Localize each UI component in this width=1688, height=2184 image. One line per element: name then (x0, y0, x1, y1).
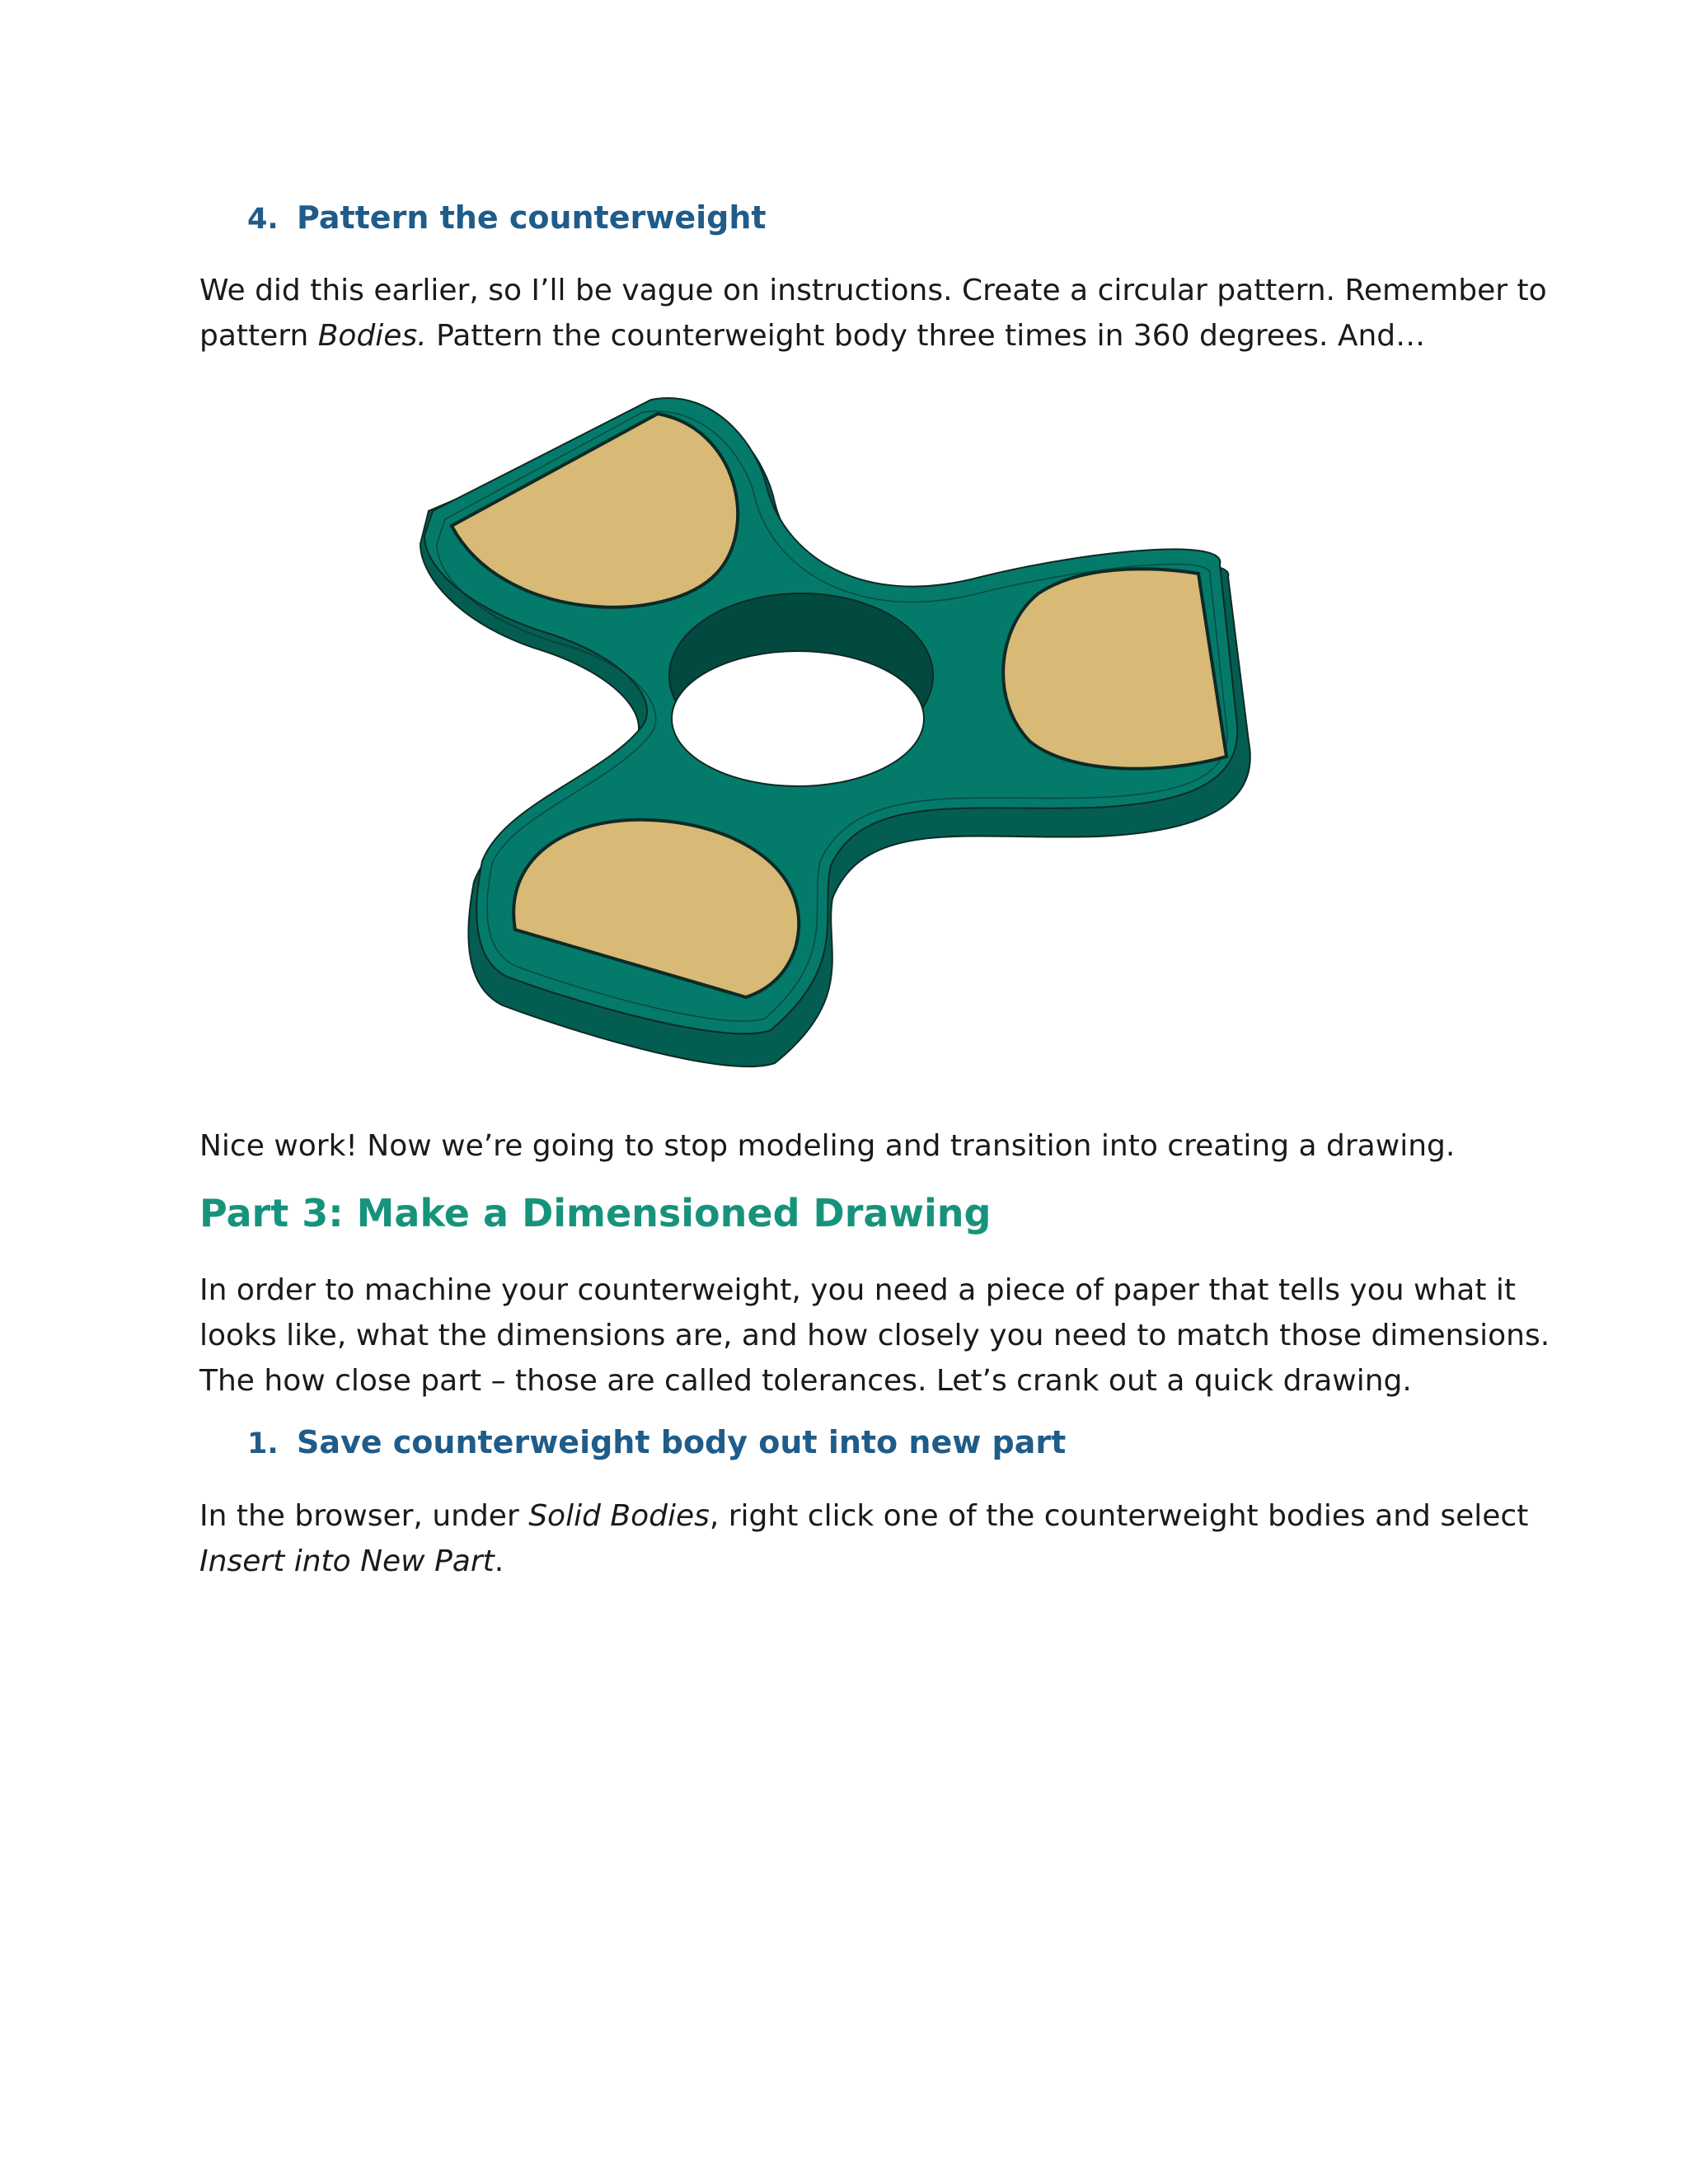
paragraph-line: looks like, what the dimensions are, and how closely you need to match those dimensions. (199, 1319, 1550, 1352)
text-run: , right click one of the counterweight bodies and select (709, 1499, 1529, 1533)
paragraph-line: In order to machine your counterweight, you need a piece of paper that tells you what it (199, 1273, 1517, 1307)
italic-term-solid-bodies: Solid Bodies (528, 1499, 710, 1533)
step-4-heading (247, 199, 767, 236)
paragraph-pattern-instructions (199, 268, 1547, 359)
paragraph-line (199, 1539, 1518, 1584)
text-run: In the browser, under (199, 1499, 529, 1533)
text-run: pattern (199, 319, 318, 353)
paragraph-nice-work (199, 1123, 1518, 1169)
italic-term-insert-into-new-part: Insert into New Part (199, 1544, 495, 1578)
text-run: . (494, 1544, 504, 1578)
step-4-number: 4. (247, 203, 279, 236)
paragraph-drawing-intro (199, 1268, 1550, 1404)
italic-term-bodies: Bodies. (317, 319, 427, 353)
step-1-heading (247, 1424, 1066, 1460)
paragraph-insert-into-new-part (199, 1493, 1529, 1584)
paragraph-line (199, 1493, 1529, 1539)
fidget-spinner-model-image (408, 394, 1282, 1078)
paragraph-line: Nice work! Now we’re going to stop modeling and transition into creating a drawing. (199, 1129, 1456, 1163)
counterweight-right (1003, 569, 1226, 768)
paragraph-line: The how close part – those are called tolerances. Let’s crank out a quick drawing. (199, 1364, 1412, 1398)
step-1-number: 1. (247, 1427, 279, 1460)
step-1-title: Save counterweight body out into new part (297, 1424, 1067, 1460)
counterweight-pattern-figure (408, 394, 1282, 1078)
paragraph-line (199, 313, 1518, 359)
paragraph-line: We did this earlier, so I’ll be vague on instructions. Create a circular pattern. Remember to (199, 274, 1547, 307)
part-3-heading: Part 3: Make a Dimensioned Drawing (199, 1191, 992, 1235)
step-4-title: Pattern the counterweight (297, 199, 767, 236)
center-hole-opening (672, 651, 924, 786)
text-run: Pattern the counterweight body three times in 360 degrees. And… (426, 319, 1426, 353)
